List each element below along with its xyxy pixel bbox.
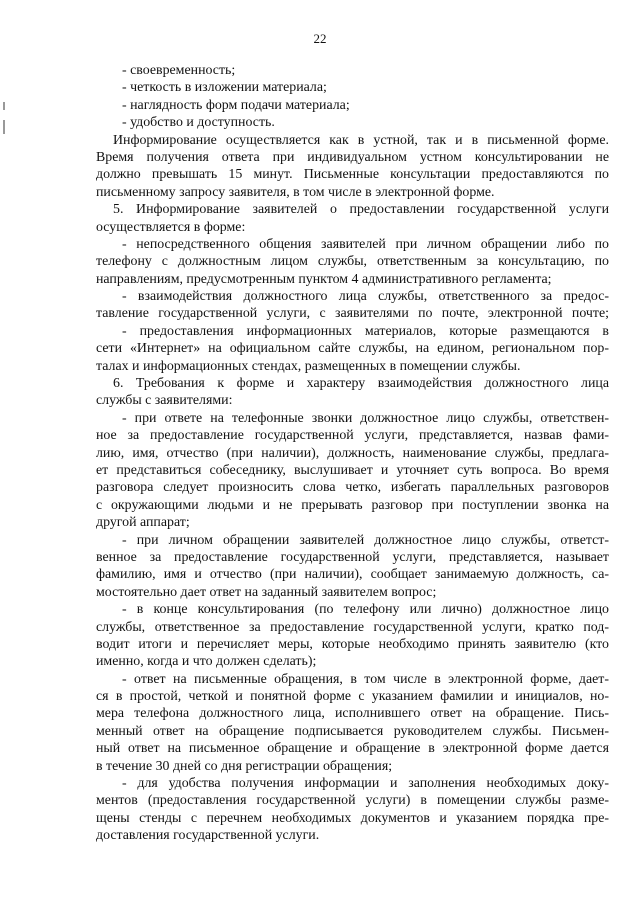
text-line: щены стенды с перечнем необходимых документов и указанием порядка пре-: [96, 810, 609, 826]
text-line: 6. Требования к форме и характеру взаимодействия должностного лица: [113, 376, 609, 392]
text-line: ментов (предоставления государственной услуги) в помещении службы разме-: [96, 793, 609, 809]
text-line: - ответ на письменные обращения, в том числе в электронной форме, дает-: [122, 671, 609, 687]
text-line: - удобство и доступность.: [122, 115, 275, 131]
text-line: тавление государственной услуги, с заявителями по почте, электронной почте;: [96, 306, 609, 322]
text-line: именно, когда и что должен сделать);: [96, 654, 317, 670]
document-body: [96, 62, 609, 845]
text-line: фамилию, имя и отчество (при наличии), сообщает занимаемую должность, са-: [96, 567, 609, 583]
text-line: - при личном обращении заявителей должностное лицо службы, ответст-: [122, 532, 609, 548]
text-line: менный ответ на обращение подписывается руководителем службы. Письмен-: [96, 723, 609, 739]
text-line: другой аппарат;: [96, 515, 190, 531]
text-line: письменному запросу заявителя, в том числе в электронной форме.: [96, 184, 495, 200]
text-line: - для удобства получения информации и заполнения необходимых доку-: [122, 776, 609, 792]
text-line: мостоятельно дает ответ на заданный заявителем вопрос;: [96, 584, 437, 600]
page-number: 22: [313, 31, 327, 46]
text-line: - непосредственного общения заявителей при личном обращении либо по: [122, 236, 609, 252]
text-line: с окружающими людьми и не прерывать разговор при поступлении звонка на: [96, 497, 609, 513]
text-line: - предоставления информационных материалов, которые размещаются в: [122, 323, 609, 339]
text-line: службы, ответственное за предоставление государственной услуги, кратко под-: [96, 619, 609, 635]
scan-mark: [3, 102, 5, 110]
text-line: доставления государственной услуги.: [96, 828, 320, 844]
text-line: службы с заявителями:: [96, 393, 233, 409]
text-line: мера телефона должностного лица, исполнившего ответ на обращение. Пись-: [96, 706, 609, 722]
text-line: - четкость в изложении материала;: [122, 80, 327, 96]
text-line: в течение 30 дней со дня регистрации обращения;: [96, 758, 393, 774]
text-line: - в конце консультирования (по телефону или лично) должностное лицо: [122, 602, 609, 618]
text-line: - своевременность;: [122, 63, 236, 78]
text-line: осуществляется в форме:: [96, 219, 246, 235]
text-line: - при ответе на телефонные звонки должностное лицо службы, ответствен-: [122, 410, 609, 426]
text-line: должно превышать 15 минут. Письменные консультации предоставляются по: [96, 167, 609, 183]
text-line: венное за предоставление государственной услуги, представляется, называет: [96, 549, 609, 565]
text-line: направлениям, предусмотренным пунктом 4 административного регламента;: [96, 271, 552, 287]
text-line: 5. Информирование заявителей о предоставлении государственной услуги: [113, 202, 609, 218]
text-line: лию, имя, отчество (при наличии), должность, наименование службы, предлага-: [96, 445, 609, 461]
text-line: разговора следует произносить слова четко, избегать параллельных разговоров: [96, 480, 609, 496]
scan-mark: [3, 120, 5, 134]
text-line: телефону с должностным лицом службы, ответственным за консультацию, по: [96, 254, 609, 270]
text-line: ет представиться собеседнику, выслушивает и уточняет суть вопроса. Во время: [96, 462, 609, 478]
text-line: - наглядность форм подачи материала;: [122, 97, 350, 113]
text-line: ся в простой, четкой и понятной форме с указанием фамилии и инициалов, но-: [96, 689, 609, 705]
text-line: Информирование осуществляется как в устной, так и в письменной форме.: [113, 132, 609, 148]
text-line: талах и информационных стендах, размещенных в помещении службы.: [96, 358, 521, 374]
text-line: сети «Интернет» на официальном сайте службы, на едином, региональном пор-: [96, 341, 609, 357]
text-line: ный ответ на письменное обращение и обращение в электронной форме дается: [96, 741, 609, 757]
text-line: ное за предоставление государственной услуги, представляется, назвав фами-: [96, 428, 609, 444]
text-line: водит итоги и перечисляет меры, которые необходимо принять заявителю (кто: [96, 636, 609, 652]
text-line: Время получения ответа при индивидуальном устном консультировании не: [96, 149, 609, 165]
text-line: - взаимодействия должностного лица службы, ответственного за предос-: [122, 289, 609, 305]
